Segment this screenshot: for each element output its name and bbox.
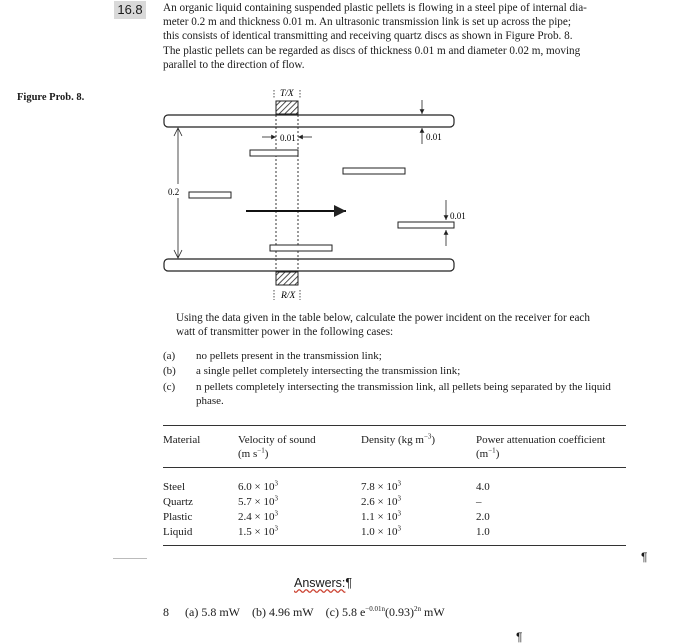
answers-heading-pilcrow: ¶ [345, 576, 353, 590]
question-intro [176, 311, 626, 339]
answer-c-prefix: (c) 5.8 e [325, 605, 366, 619]
problem-statement [163, 1, 625, 72]
table-cell-material: Liquid [163, 526, 193, 538]
upper-pipe-wall [164, 115, 454, 127]
rx-label: R/X [281, 291, 296, 301]
pellet-dim-label: 0.01 [280, 133, 296, 143]
table-cell-velocity [238, 480, 278, 495]
wall-dim-label: 0.01 [426, 132, 442, 142]
velocity-exponent: 3 [274, 494, 278, 503]
answer-c-exponent: −0.01n [365, 605, 385, 613]
velocity-value: 6.0 × 10 [238, 481, 275, 493]
case-a [163, 349, 633, 363]
table-cell-velocity [238, 495, 278, 510]
answer-c-base: (0.93) [385, 605, 414, 619]
problem-line: meter 0.2 m and thickness 0.01 m. An ultrasonic transmission link is set up across the pipe; [163, 16, 571, 29]
table-cell-material: Plastic [163, 511, 193, 523]
case-b [163, 364, 633, 378]
density-exponent: 3 [397, 509, 401, 518]
table-cell-attenuation: – [476, 496, 482, 508]
case-tag: (c) [163, 381, 176, 393]
case-c [163, 380, 633, 410]
table-cell-velocity [238, 510, 278, 525]
table-header-material: Material [163, 434, 201, 446]
problem-line: An organic liquid containing suspended plastic pellets is flowing in a steel pipe of internal dia- [163, 2, 587, 14]
answer-b: (b) 4.96 mW [251, 605, 314, 619]
problem-line: The plastic pellets can be regarded as discs of thickness 0.01 m and diameter 0.02 m, moving [163, 44, 581, 57]
velocity-header-unit: (m $s^{-1}$) [238, 445, 269, 460]
density-exponent: 3 [397, 479, 401, 488]
table-rule-bottom [163, 545, 626, 546]
density-value: 7.8 × 10 [361, 481, 398, 493]
answers-heading [294, 576, 352, 590]
table-cell-material: Steel [163, 481, 185, 493]
answer-number: 8 [163, 605, 169, 619]
lower-pipe-wall [164, 259, 454, 271]
table-cell-density [361, 510, 401, 525]
intro-line: Using the data given in the table below, calculate the power incident on the receiver for each [176, 312, 590, 324]
pellet [270, 245, 332, 251]
gap-dim-label: 0.01 [450, 211, 466, 221]
table-cell-density [361, 495, 401, 510]
case-tag: (a) [163, 350, 176, 362]
velocity-exponent: 3 [274, 524, 278, 533]
attenuation-column [476, 480, 490, 540]
section-separator [113, 558, 147, 559]
answer-c [326, 605, 445, 619]
tx-label: T/X [280, 89, 294, 99]
table-header-velocity [238, 434, 316, 461]
velocity-value: 1.5 × 10 [238, 526, 275, 538]
problem-line: this consists of identical transmitting and receiving quartz discs as shown in Figure Prob. 8. [163, 30, 573, 43]
table-cell-attenuation: 1.0 [476, 526, 490, 538]
density-exponent: 3 [397, 524, 401, 533]
velocity-exponent: 3 [274, 479, 278, 488]
density-header-text: Density (kg m [361, 434, 424, 446]
case-tag: (b) [163, 365, 176, 377]
pilcrow-mark-bottom: ¶ [516, 630, 523, 644]
velocity-unit-text: (m s [238, 447, 258, 460]
density-exponent: 3 [397, 494, 401, 503]
table-cell-attenuation: 4.0 [476, 481, 490, 493]
table-rule-top [163, 425, 626, 426]
pellet [343, 168, 405, 174]
transmitter-disc [276, 101, 298, 114]
intro-line: watt of transmitter power in the following cases: [176, 326, 394, 339]
figure-label: Figure Prob. 8. [17, 92, 85, 103]
case-text: a single pellet completely intersecting the transmission link; [196, 365, 461, 377]
table-cell-density [361, 525, 401, 540]
pipe-diagram [150, 84, 470, 304]
diameter-label: 0.2 [168, 187, 180, 197]
case-text: n pellets completely intersecting the transmission link, all pellets being separated by the liquid phase. [196, 381, 611, 407]
velocity-value: 5.7 × 10 [238, 496, 275, 508]
problem-line: parallel to the direction of flow. [163, 58, 305, 71]
table-cell-density [361, 480, 401, 495]
table-rule-mid [163, 467, 626, 468]
table-cell-attenuation: 2.0 [476, 511, 490, 523]
receiver-disc [276, 272, 298, 285]
pellet [398, 222, 454, 228]
velocity-header-label: Velocity of sound [238, 434, 316, 446]
attenuation-header-unit: $(m^{-1})$ [476, 445, 500, 460]
density-value: 2.6 × 10 [361, 496, 398, 508]
attenuation-header-label: Power attenuation coefficient [476, 434, 606, 446]
attenuation-unit-text: (m [476, 447, 489, 460]
answer-c-unit: mW [421, 605, 445, 619]
table-header-density: Density (kg $m^{-3}$) [361, 432, 436, 446]
density-value: 1.0 × 10 [361, 526, 398, 538]
table-cell-velocity [238, 525, 278, 540]
answer-a: (a) 5.8 mW [185, 605, 240, 619]
table-cell-material: Quartz [163, 496, 193, 508]
pilcrow-mark: ¶ [641, 550, 648, 564]
answers-heading-text: Answers: [294, 576, 346, 590]
density-value: 1.1 × 10 [361, 511, 398, 523]
velocity-exponent: 3 [274, 509, 278, 518]
material-column [163, 480, 193, 540]
problem-number: 16.8 [114, 1, 146, 19]
pellet [250, 150, 298, 156]
velocity-value: 2.4 × 10 [238, 511, 275, 523]
answers-line [163, 605, 445, 620]
velocity-column [238, 480, 278, 540]
case-text: no pellets present in the transmission link; [196, 350, 382, 362]
table-header-attenuation [476, 434, 605, 461]
density-column [361, 480, 401, 540]
answer-c-exponent-2: 2n [414, 605, 421, 613]
pellet [189, 192, 231, 198]
